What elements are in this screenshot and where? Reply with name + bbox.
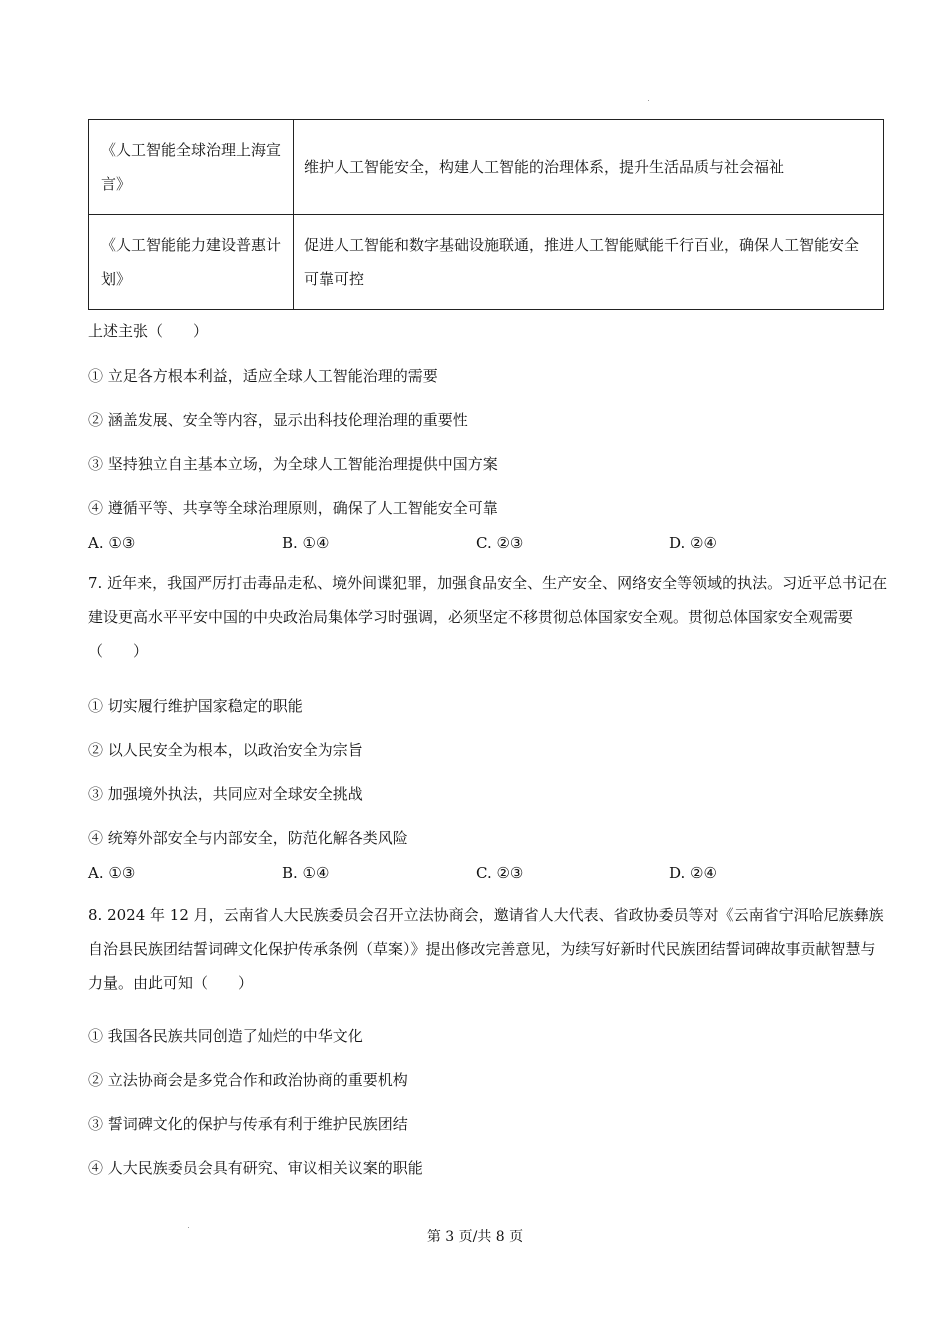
q6-option-a[interactable]: A. ①③ — [88, 534, 136, 552]
q6-statement-2: ② 涵盖发展、安全等内容，显示出科技伦理治理的重要性 — [88, 411, 468, 429]
q7-option-b[interactable]: B. ①④ — [282, 864, 330, 882]
q8-statement-4: ④ 人大民族委员会具有研究、审议相关议案的职能 — [88, 1159, 423, 1177]
measures-table — [88, 119, 884, 310]
speck — [648, 100, 649, 101]
q8-statement-1: ① 我国各民族共同创造了灿烂的中华文化 — [88, 1027, 363, 1045]
table-row — [89, 215, 884, 310]
q7-statement-2: ② 以人民安全为根本，以政治安全为宗旨 — [88, 741, 363, 759]
q8-stem: 8. 2024 年 12 月，云南省人大民族委员会召开立法协商会，邀请省人大代表、省政协委员等对《云南省宁洱哈尼族彝族自治县民族团结誓词碑文化保护传承条例（草案）》提出修改完善意见，为续写好新时代民族团结誓词碑故事贡献智慧与力量。由此可知（ ） — [88, 906, 884, 992]
q7-stem: 7. 近年来，我国严厉打击毒品走私、境外间谍犯罪，加强食品安全、生产安全、网络安全等领域的执法。习近平总书记在建设更高水平平安中国的中央政治局集体学习时强调，必须坚定不移贯彻总体国家安全观。贯彻总体国家安全观需要（ ） — [88, 574, 888, 660]
q7-statement-4: ④ 统筹外部安全与内部安全，防范化解各类风险 — [88, 829, 408, 847]
q8-statement-3: ③ 誓词碑文化的保护与传承有利于维护民族团结 — [88, 1115, 408, 1133]
q7-option-d[interactable]: D. ②④ — [669, 864, 717, 882]
table-row — [89, 120, 884, 215]
document-content-cell: 维护人工智能安全，构建人工智能的治理体系，提升生活品质与社会福祉 — [294, 120, 884, 215]
q6-option-d[interactable]: D. ②④ — [669, 534, 717, 552]
document-content-cell: 促进人工智能和数字基础设施联通，推进人工智能赋能千行百业，确保人工智能安全可靠可控 — [294, 215, 884, 310]
document-name-cell: 《人工智能全球治理上海宣言》 — [89, 120, 294, 215]
q8-statement-2: ② 立法协商会是多党合作和政治协商的重要机构 — [88, 1071, 408, 1089]
q6-statement-1: ① 立足各方根本利益，适应全球人工智能治理的需要 — [88, 367, 438, 385]
page-number: 第 3 页/共 8 页 — [426, 1229, 524, 1245]
q7-statement-1: ① 切实履行维护国家稳定的职能 — [88, 697, 303, 715]
q6-statement-3: ③ 坚持独立自主基本立场，为全球人工智能治理提供中国方案 — [88, 455, 498, 473]
q6-option-b[interactable]: B. ①④ — [282, 534, 330, 552]
q6-stem: 上述主张（ ） — [88, 322, 209, 340]
q7-option-c[interactable]: C. ②③ — [476, 864, 524, 882]
document-name-cell: 《人工智能能力建设普惠计划》 — [89, 215, 294, 310]
q6-option-c[interactable]: C. ②③ — [476, 534, 524, 552]
q7-option-a[interactable]: A. ①③ — [88, 864, 136, 882]
q7-statement-3: ③ 加强境外执法，共同应对全球安全挑战 — [88, 785, 363, 803]
q6-statement-4: ④ 遵循平等、共享等全球治理原则，确保了人工智能安全可靠 — [88, 499, 498, 517]
